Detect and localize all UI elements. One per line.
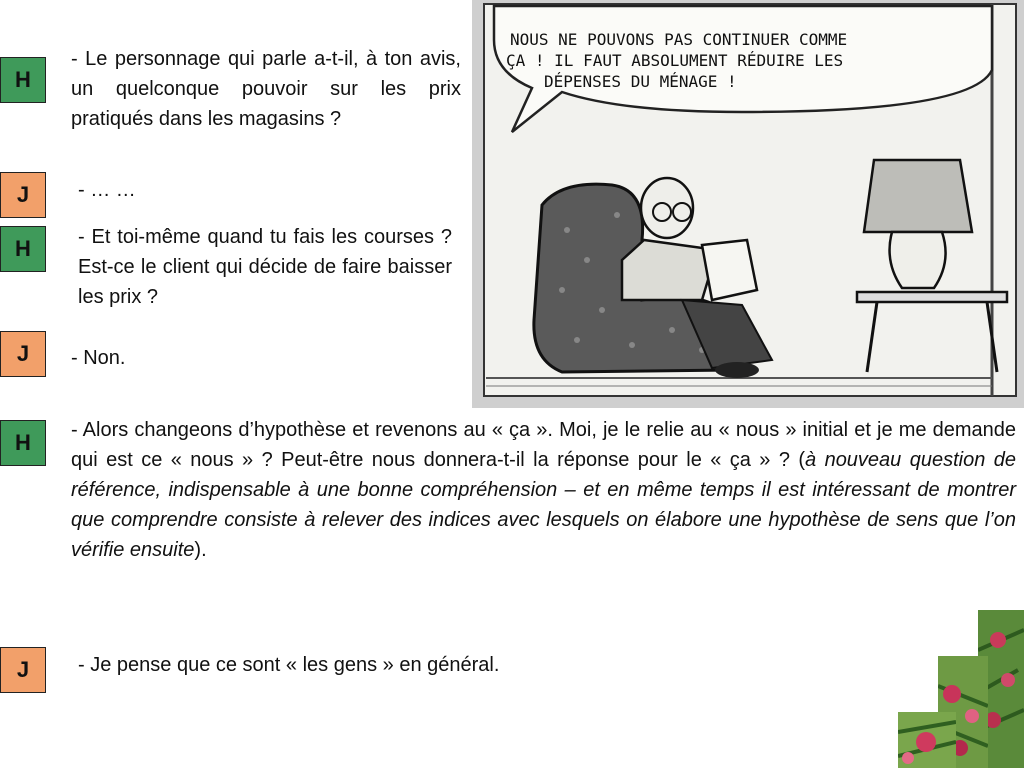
speech-text-3: DÉPENSES DU MÉNAGE !	[544, 72, 737, 91]
speaker-badge-h: H	[0, 226, 46, 272]
speech-text-2: ÇA ! IL FAUT ABSOLUMENT RÉDUIRE LES	[506, 51, 844, 70]
speaker-badge-j: J	[0, 647, 46, 693]
dialogue-line-1: - Le personnage qui parle a-t-il, à ton avis, un quelconque pouvoir sur les prix pratiqués dans les magasins ?	[71, 48, 461, 130]
book	[702, 240, 757, 300]
dialogue-line-4: - Non.	[71, 347, 126, 369]
speaker-badge-j: J	[0, 331, 46, 377]
comic-panel	[472, 0, 1024, 408]
speaker-badge-h: H	[0, 57, 46, 103]
man-head	[641, 178, 693, 238]
speaker-badge-j: J	[0, 172, 46, 218]
lamp-base	[890, 232, 946, 288]
dialogue-line-3: - Et toi-même quand tu fais les courses ? Est-ce le client qui décide de faire baisser les prix ?	[78, 226, 452, 308]
dialogue-line-2: - … …	[78, 179, 136, 201]
lamp-shade	[864, 160, 972, 232]
side-table	[857, 292, 1007, 302]
dialogue-line-5	[71, 415, 1016, 565]
comic-illustration	[472, 0, 1024, 408]
dialogue-line-5-end: ).	[194, 539, 207, 561]
speaker-badge-h: H	[0, 420, 46, 466]
speech-text-1: NOUS NE POUVONS PAS CONTINUER COMME	[510, 30, 848, 49]
flower-photo-icon	[898, 712, 956, 768]
dialogue-line-5-text: - Alors changeons d’hypothèse et revenons au « ça ». Moi, je le relie au « nous » initial et je me demande qui est ce « nous » ? Peut-être nous donnera-t-il la réponse pour le « ça » ? (	[71, 419, 1016, 471]
dialogue-line-5-italic: à nouveau question de référence, indispensable à une bonne compréhension – et en même temps il est intéressant de montrer que comprendre consiste à relever des indices avec lesquels on élabore une hypothèse de sens que l’on vérifie ensuite	[71, 449, 1016, 561]
dialogue-line-6: - Je pense que ce sont « les gens » en général.	[78, 654, 500, 676]
